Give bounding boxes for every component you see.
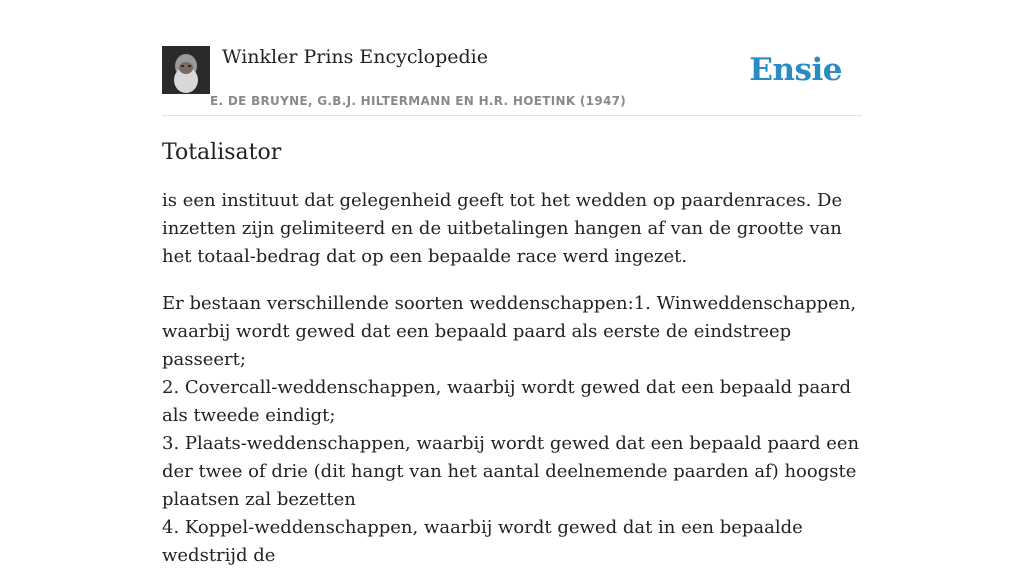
article-page: [162, 0, 862, 570]
entry-title: Totalisator: [162, 140, 282, 165]
brand-logo[interactable]: Ensie: [749, 52, 842, 88]
entry-body: [162, 187, 862, 570]
entry-line: 2. Covercall-weddenschappen, waarbij wordt gewed dat een bepaald paard als tweede eindigt;: [162, 377, 852, 426]
publication-authors: E. DE BRUYNE, G.B.J. HILTERMANN EN H.R. HOETINK (1947): [210, 94, 627, 108]
entry-paragraph: [162, 290, 862, 570]
entry-line: Er bestaan verschillende soorten weddenschappen:1. Winweddenschappen, waarbij wordt gewed dat een bepaald paard als eerste de eindstreep passeert;: [162, 293, 857, 370]
entry-paragraph: is een instituut dat gelegenheid geeft tot het wedden op paardenraces. De inzetten zijn gelimiteerd en de uitbetalingen hangen af van de grootte van het totaal-bedrag dat op een bepaalde race werd ingezet.: [162, 190, 843, 267]
article-header: [162, 44, 862, 116]
author-avatar[interactable]: [162, 46, 210, 94]
entry-line: 4. Koppel-weddenschappen, waarbij wordt gewed dat in een bepaalde wedstrijd de: [162, 517, 803, 566]
publication-title[interactable]: Winkler Prins Encyclopedie: [222, 46, 488, 68]
entry-line: 3. Plaats-weddenschappen, waarbij wordt gewed dat een bepaald paard een der twee of drie (dit hangt van het aantal deelnemende paarden af) hoogste plaatsen zal bezetten: [162, 433, 860, 510]
